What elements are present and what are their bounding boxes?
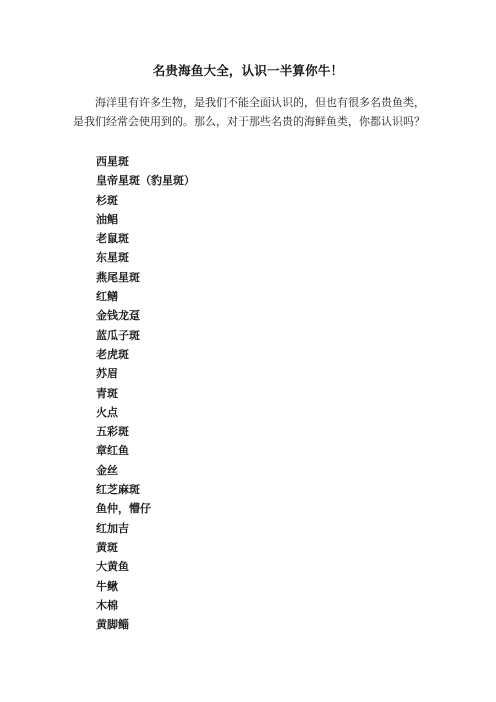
list-item: 东星斑 (96, 251, 129, 265)
list-item: 金钱龙趸 (96, 309, 140, 323)
list-item: 燕尾星斑 (96, 270, 140, 284)
list-item: 金丝 (96, 463, 118, 477)
list-item: 红加吉 (96, 521, 129, 535)
list-item: 大黄鱼 (96, 560, 129, 574)
list-item: 皇帝星斑（豹星斑） (96, 174, 195, 188)
list-item: 牛鳅 (96, 579, 118, 593)
list-item: 青斑 (96, 386, 118, 400)
list-item: 黄脚鲻 (96, 618, 129, 632)
fish-list (96, 152, 195, 634)
list-item: 苏眉 (96, 367, 118, 381)
list-item: 红芝麻斑 (96, 483, 140, 497)
list-item: 西星斑 (96, 155, 129, 168)
list-item: 黄斑 (96, 540, 118, 554)
list-item: 鱼仲，懵仔 (96, 502, 151, 516)
list-item: 五彩斑 (96, 425, 129, 439)
list-item: 红鳝 (96, 290, 118, 304)
list-item: 杉斑 (96, 193, 118, 207)
list-item: 蓝瓜子斑 (96, 328, 140, 342)
list-item: 章红鱼 (96, 444, 129, 458)
list-item: 老鼠斑 (96, 232, 129, 246)
list-item: 木棉 (96, 598, 118, 612)
page-title: 名贵海鱼大全，认识一半算你牛！ (152, 63, 344, 78)
list-item: 油鲳 (96, 212, 118, 226)
list-item: 火点 (96, 405, 118, 419)
intro-paragraph: 海洋里有许多生物，是我们不能全面认识的，但也有很多名贵鱼类，是我们经常会使用到的。那么，对于那些名贵的海鲜鱼类，你都认识吗？ (73, 96, 425, 128)
list-item: 老虎斑 (96, 347, 129, 361)
